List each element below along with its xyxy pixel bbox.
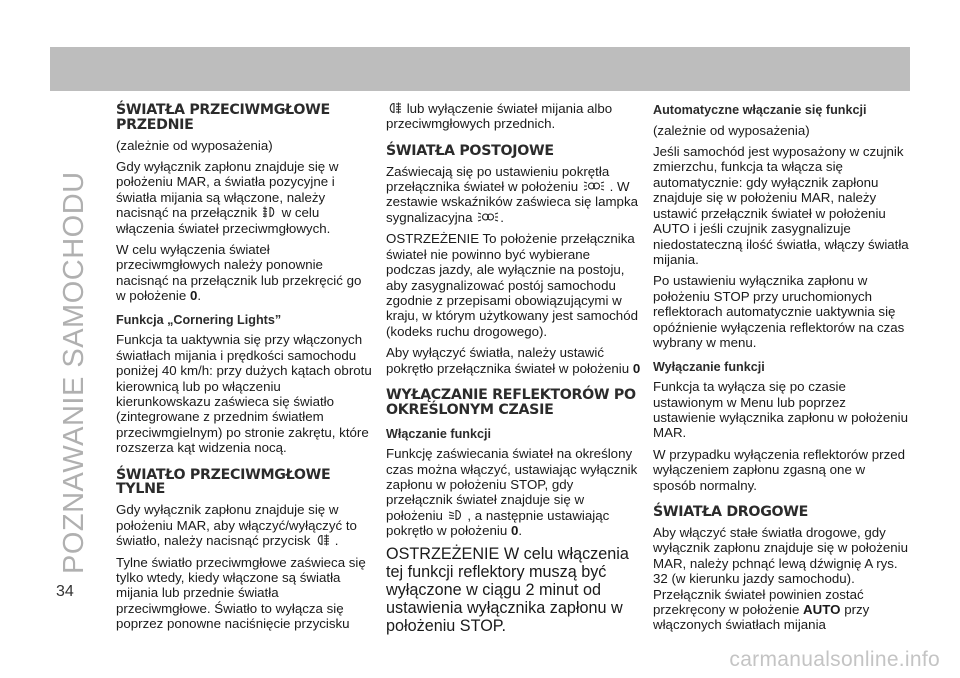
paragraph: (zależnie od wyposażenia): [116, 137, 273, 153]
heading-follow-me: WYŁĄCZANIE REFLEKTORÓW PO OKREŚLONYM CZASIE: [386, 387, 636, 418]
paragraph: OSTRZEŻENIE To położenie przełącznika świateł nie powinno być wybierane podczas jazdy, ale wyłącznie na postoju, aby zasygnalizować postój samochodu zgodnie z przepisami obowiązującymi w kraju, w którym użytkowany jest samochód (kodeks ruchu drogowego).: [386, 231, 638, 339]
paragraph: Funkcja ta wyłącza się po czasie ustawionym w Menu lub poprzez ustawienie wyłącznika zapłonu w położeniu MAR.: [653, 379, 909, 441]
subheading-disable: Wyłączanie funkcji: [653, 359, 765, 374]
heading-parking-lights: ŚWIATŁA POSTOJOWE: [386, 142, 554, 159]
paragraph: Funkcję zaświecania świateł na określony czas można włączyć, ustawiając wyłącznik zapłonu w położeniu STOP, gdy przełącznik świateł znajduje się w położeniu , a następnie ustawiając pokrętło w położeniu 0.: [386, 446, 638, 539]
column-3: [653, 101, 909, 639]
header-bar: [50, 47, 910, 91]
parking-light-icon: [583, 180, 605, 192]
parking-light-icon: [477, 211, 499, 223]
paragraph: Gdy wyłącznik zapłonu znajduje się w położeniu MAR, aby włączyć/wyłączyć to światło, należy nacisnąć przycisk .: [116, 502, 357, 549]
paragraph: Funkcja ta uaktywnia się przy włączonych światłach mijania i prędkości samochodu poniżej 40 km/h: przy dużych kątach obrotu kierownicą lub po włączeniu kierunkowskazu zaświeca się światło (zintegrowane z przednim światłem przeciwmgielnym) po stronie zakrętu, które rozszerza kąt widzenia nocą.: [116, 332, 372, 456]
subheading-cornering: Funkcja „Cornering Lights”: [116, 312, 282, 327]
warning-paragraph: OSTRZEŻENIE W celu włączenia tej funkcji reflektory muszą być wyłączone w ciągu 2 minut od ustawienia wyłącznika zapłonu w położeniu STOP.: [386, 544, 629, 636]
paragraph: Jeśli samochód jest wyposażony w czujnik zmierzchu, funkcja ta włącza się automatycznie: gdy wyłącznik zapłonu znajduje się w położeniu MAR, należy ustawić przełącznik świateł w położeniu AUTO i jeśli czujnik zasygnalizuje niedostateczną ilość światła, włączy światła mijania.: [653, 144, 909, 267]
paragraph: W celu wyłączenia świateł przeciwmgłowych należy ponownie nacisnąć na przełącznik lub przekręcić go w położenie 0.: [116, 242, 362, 304]
section-title: POZNAWANIE SAMOCHODU: [58, 171, 90, 574]
page-number: 34: [56, 583, 74, 600]
paragraph: Aby wyłączyć światła, należy ustawić pokrętło przełącznika świateł w położeniu 0: [386, 345, 641, 376]
paragraph: Po ustawieniu wyłącznika zapłonu w położeniu STOP przy uruchomionych reflektorach automatycznie uaktywnia się opóźnienie wyłączenia reflektorów na czas wybrany w menu.: [653, 273, 905, 351]
paragraph: W przypadku wyłączenia reflektorów przed wyłączeniem zapłonu zgasną one w sposób normalny.: [653, 446, 906, 493]
paragraph: Zaświecają się po ustawieniu pokrętła przełącznika świateł w położeniu . W zestawie wskaźników zaświeca się lampka sygnalizacyjna .: [386, 163, 638, 225]
watermark: carmanualsonline.info: [729, 648, 940, 671]
low-beam-icon: [448, 509, 463, 521]
subheading-auto: Automatyczne włączanie się funkcji: [653, 103, 867, 117]
rear-fog-light-icon: [315, 534, 330, 546]
paragraph: lub wyłączenie świateł mijania albo przeciwmgłowych przednich.: [386, 101, 613, 132]
paragraph: Aby włączyć stałe światła drogowe, gdy wyłącznik zapłonu znajduje się w położeniu MAR, należy pchnąć lewą dźwignię A rys. 32 (w kierunku jazdy samochodu). Przełącznik świateł powinien zostać przekręcony w położenie AUTO przy włączonych światłach mijania: [653, 524, 909, 633]
paragraph: (zależnie od wyposażenia): [653, 122, 810, 138]
column-2: [386, 101, 642, 641]
heading-rear-fog: ŚWIATŁO PRZECIWMGŁOWE TYLNE: [116, 466, 331, 498]
heading-high-beam: ŚWIATŁA DROGOWE: [653, 504, 809, 521]
rear-fog-light-icon: [387, 102, 402, 114]
paragraph: Tylne światło przeciwmgłowe zaświeca się tylko wtedy, kiedy włączone są światła mijania lub przednie światła przeciwmgłowe. Światło to wyłącza się poprzez ponowne naciśnięcie przycisku: [116, 554, 366, 632]
column-1: [116, 101, 372, 638]
front-fog-light-icon: [262, 206, 277, 218]
paragraph: Gdy wyłącznik zapłonu znajduje się w położeniu MAR, a światła pozycyjne i światła mijania są włączone, należy nacisnąć na przełącznik w celu włączenia świateł przeciwmgłowych.: [116, 158, 339, 236]
heading-front-fog: ŚWIATŁA PRZECIWMGŁOWE PRZEDNIE: [116, 102, 330, 133]
subheading-enable: Włączanie funkcji: [386, 426, 491, 441]
